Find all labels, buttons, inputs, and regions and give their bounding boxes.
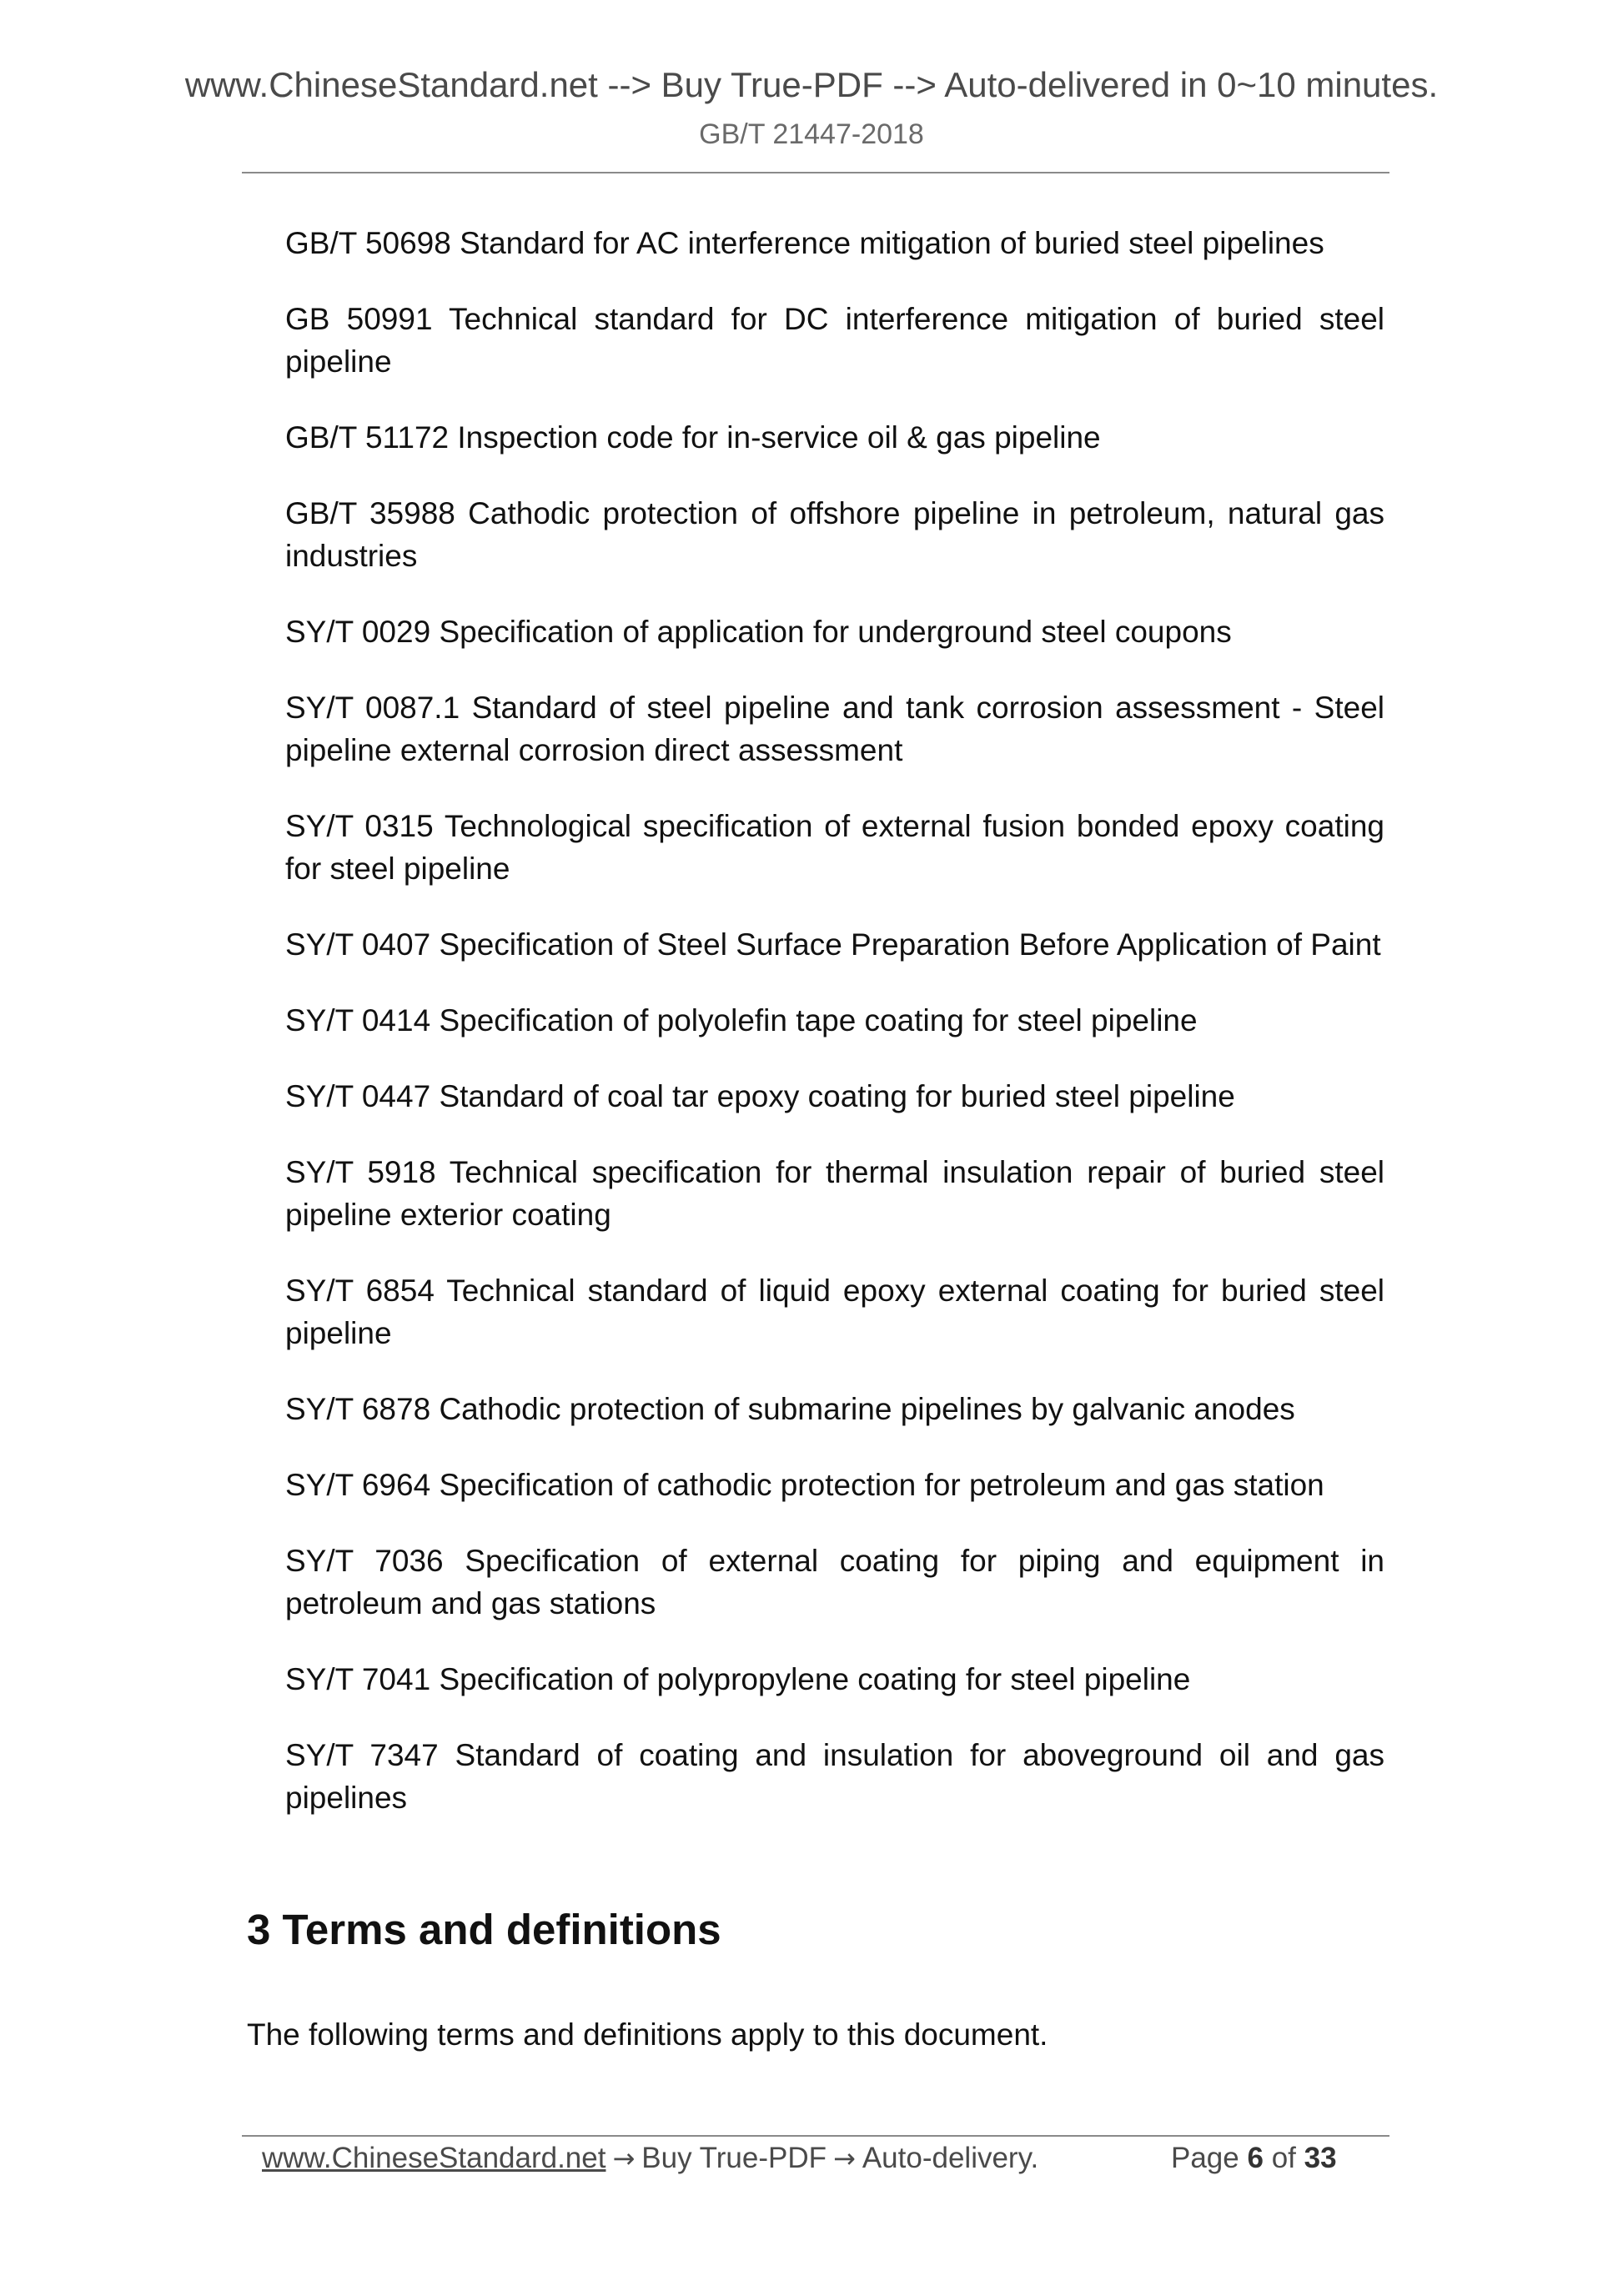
section-intro: The following terms and definitions apply to this document.: [247, 2017, 1048, 2052]
reference-item: GB 50991 Technical standard for DC interference mitigation of buried steel pipeline: [285, 302, 1384, 379]
reference-item: SY/T 0407 Specification of Steel Surface Preparation Before Application of Paint: [285, 927, 1381, 962]
arrow-right-icon: →: [833, 2143, 856, 2174]
buy-text: Buy True-PDF: [641, 2142, 827, 2174]
reference-item: SY/T 0087.1 Standard of steel pipeline and tank corrosion assessment - Steel pipeline external corrosion direct assessment: [285, 691, 1384, 767]
normative-references-list: [285, 222, 1384, 1852]
reference-item: SY/T 0315 Technological specification of external fusion bonded epoxy coating for steel pipeline: [285, 809, 1384, 886]
reference-item: SY/T 0447 Standard of coal tar epoxy coating for buried steel pipeline: [285, 1079, 1235, 1113]
reference-item: SY/T 6878 Cathodic protection of submarine pipelines by galvanic anodes: [285, 1392, 1295, 1426]
reference-item: GB/T 35988 Cathodic protection of offshore pipeline in petroleum, natural gas industries: [285, 496, 1384, 573]
page-indicator: [1171, 2138, 1337, 2178]
reference-item: GB/T 51172 Inspection code for in-service oil & gas pipeline: [285, 420, 1101, 455]
reference-item: SY/T 0414 Specification of polyolefin tape coating for steel pipeline: [285, 1003, 1198, 1037]
reference-item: SY/T 7041 Specification of polypropylene coating for steel pipeline: [285, 1662, 1191, 1696]
standard-code: GB/T 21447-2018: [699, 118, 924, 150]
total-pages: 33: [1304, 2142, 1337, 2174]
site-link[interactable]: www.ChineseStandard.net: [262, 2142, 606, 2174]
section-heading: 3 Terms and definitions: [247, 1906, 721, 1953]
reference-item: SY/T 6964 Specification of cathodic protection for petroleum and gas station: [285, 1468, 1324, 1502]
footer-promo: [262, 2138, 1038, 2178]
header-divider: [242, 172, 1389, 173]
page-number: 6: [1247, 2142, 1264, 2174]
header-banner: www.ChineseStandard.net --> Buy True-PDF --> Auto-delivered in 0~10 minutes.: [184, 65, 1439, 104]
page-label: Page: [1171, 2142, 1239, 2174]
delivery-text: Auto-delivery.: [862, 2142, 1039, 2174]
arrow-right-icon: →: [612, 2143, 636, 2174]
reference-item: SY/T 0029 Specification of application for underground steel coupons: [285, 615, 1232, 649]
reference-item: SY/T 5918 Technical specification for thermal insulation repair of buried steel pipeline exterior coating: [285, 1155, 1384, 1232]
reference-item: SY/T 6854 Technical standard of liquid epoxy external coating for buried steel pipeline: [285, 1274, 1384, 1350]
reference-item: GB/T 50698 Standard for AC interference mitigation of buried steel pipelines: [285, 226, 1324, 260]
of-label: of: [1271, 2142, 1296, 2174]
footer-divider: [242, 2135, 1389, 2137]
reference-item: SY/T 7347 Standard of coating and insulation for aboveground oil and gas pipelines: [285, 1738, 1384, 1815]
reference-item: SY/T 7036 Specification of external coating for piping and equipment in petroleum and gas stations: [285, 1544, 1384, 1620]
